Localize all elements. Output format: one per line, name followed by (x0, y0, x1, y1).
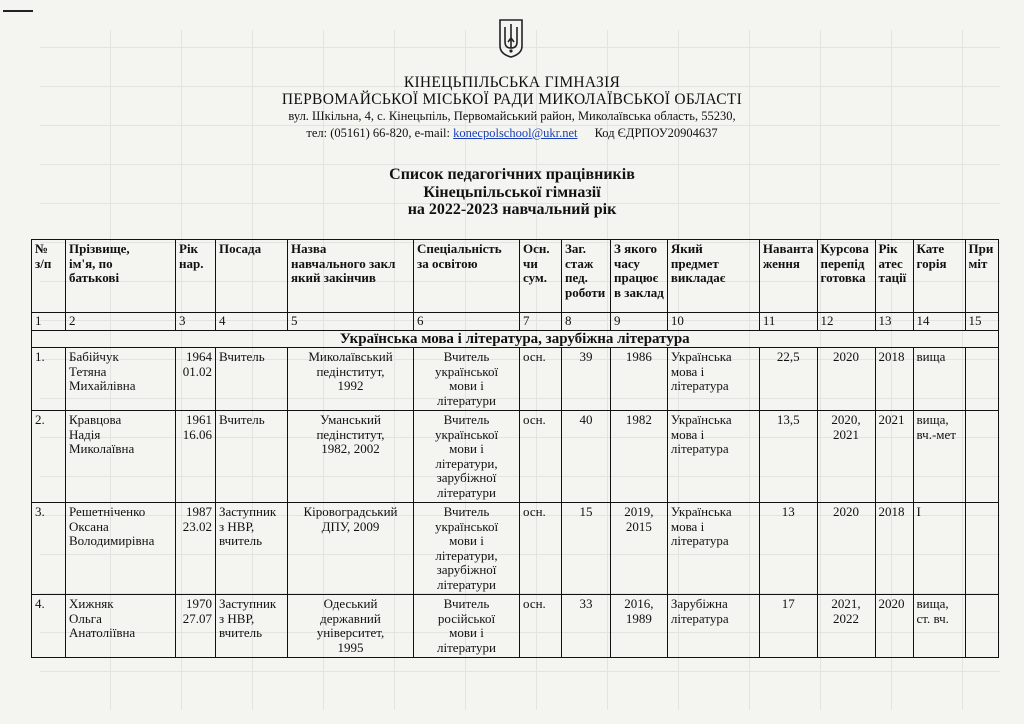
teacher-name-cell (66, 503, 176, 595)
specialty: Вчитель (443, 349, 490, 364)
experience-cell: 33 (562, 595, 611, 658)
teacher-name: Тетяна (69, 363, 107, 379)
teacher-name: Хижняк (69, 596, 114, 611)
category-cell (913, 595, 965, 658)
row-number-cell: 2. (32, 411, 66, 503)
table-row (32, 411, 999, 503)
subject: мова і (670, 426, 705, 442)
specialty: української (434, 363, 499, 379)
since-year: 1982 (625, 412, 652, 427)
row-number-cell: 1. (32, 348, 66, 411)
col-since-header (611, 240, 668, 313)
category-cell (913, 503, 965, 595)
column-number: 15 (965, 313, 998, 331)
teacher-name: Бабійчук (69, 349, 119, 364)
title-line-2: Кінецьпільської гімназії (423, 183, 601, 201)
subject: Українська (670, 412, 732, 427)
specialty: літератури (437, 484, 496, 500)
teacher-name-cell (66, 348, 176, 411)
courses-year: 2020 (833, 504, 860, 519)
birth-date: 1961 (186, 412, 212, 427)
table-header-row (32, 240, 999, 313)
subject-cell (667, 411, 759, 503)
header-text: сум. (523, 270, 548, 285)
employment-type-cell: осн. (520, 503, 562, 595)
courses-year: 2021, (831, 596, 861, 611)
header-text: роботи (565, 284, 606, 300)
position: з НВР, (219, 518, 255, 534)
header-text: з/п (35, 255, 52, 271)
header-text: перепід (820, 255, 865, 271)
institution: 1992 (337, 378, 364, 393)
since-year: 2019, (624, 504, 654, 519)
header-text: атес (878, 255, 903, 271)
teacher-name-cell (66, 595, 176, 658)
position: вчитель (219, 625, 263, 640)
institution: ДПУ, 2009 (321, 518, 380, 534)
teaching-load-cell: 17 (759, 595, 817, 658)
attestation-year-cell: 2021 (875, 411, 913, 503)
header-text: працює (614, 270, 659, 285)
header-text: Заг. (565, 241, 587, 256)
header-text: в заклад (614, 284, 664, 300)
header-text: № (35, 241, 49, 256)
col-number-header (32, 240, 66, 313)
teacher-name: Кравцова (69, 412, 122, 427)
teacher-name: Миколаївна (69, 441, 135, 456)
specialty: російської (437, 610, 496, 626)
column-number: 8 (562, 313, 611, 331)
email-link[interactable]: konecpolschool@ukr.net (453, 126, 578, 140)
header-text: Посада (219, 241, 262, 256)
header-text: готовка (820, 270, 866, 285)
institution-cell (288, 348, 414, 411)
specialty: Вчитель (443, 412, 490, 427)
specialty-cell (414, 503, 520, 595)
header-text: Рік (179, 241, 199, 256)
birth-date: 27.07 (182, 610, 212, 626)
header-text: викладає (670, 270, 726, 285)
position: Заступник (219, 596, 277, 611)
header-text: предмет (670, 255, 719, 271)
column-number: 9 (611, 313, 668, 331)
institution: педінститут, (316, 363, 385, 379)
header-text: При (968, 241, 994, 256)
specialty: мови і (449, 441, 484, 456)
teacher-name: Надія (69, 426, 101, 442)
subject: література (670, 441, 729, 456)
section-title: Українська мова і література, зарубіжна література (32, 330, 999, 348)
note-cell (965, 348, 998, 411)
specialty: мови і (449, 625, 484, 640)
institution: Миколаївський (308, 349, 393, 364)
header-text: Спеціальність (417, 241, 502, 256)
header-text: батькові (69, 270, 120, 285)
position-cell (216, 411, 288, 503)
position: Заступник (219, 504, 277, 519)
column-number: 4 (216, 313, 288, 331)
column-number: 13 (875, 313, 913, 331)
col-attestation-header (875, 240, 913, 313)
header-text: чи (523, 255, 538, 271)
subject-cell (667, 348, 759, 411)
phone-label: тел: (05161) 66-820, e-mail: (306, 126, 450, 140)
specialty-cell (414, 595, 520, 658)
courses-year: 2020, (831, 412, 861, 427)
contacts-line (0, 125, 1024, 142)
institution: Уманський (320, 412, 381, 427)
category: І (916, 504, 921, 519)
header-text: Назва (291, 241, 327, 256)
table-row (32, 348, 999, 411)
institution-cell (288, 595, 414, 658)
column-number: 7 (520, 313, 562, 331)
category-cell (913, 348, 965, 411)
school-name: КІНЕЦЬПІЛЬСЬКА ГІМНАЗІЯ (403, 74, 621, 91)
header-text: Осн. (523, 241, 550, 256)
teacher-name-cell (66, 411, 176, 503)
table-row (32, 595, 999, 658)
column-numbers-row (32, 313, 999, 331)
position: з НВР, (219, 610, 255, 626)
since-year: 2015 (625, 518, 652, 534)
col-institution-header (288, 240, 414, 313)
staff-table (31, 239, 999, 658)
courses-year: 2022 (833, 610, 860, 626)
position: Вчитель (219, 349, 265, 364)
birth-date: 1970 (186, 596, 212, 611)
institution: Кіровоградський (303, 504, 398, 519)
since-year-cell (611, 503, 668, 595)
column-number: 1 (32, 313, 66, 331)
employment-type-cell: осн. (520, 411, 562, 503)
specialty-cell (414, 348, 520, 411)
courses-year-cell (817, 503, 875, 595)
institution: педінститут, (316, 426, 385, 442)
header-text: пед. (565, 270, 588, 285)
teaching-load-cell: 13,5 (759, 411, 817, 503)
title-line-1: Список педагогічних працівників (389, 166, 635, 183)
subject-cell (667, 503, 759, 595)
category: вища, (916, 412, 949, 427)
specialty: української (434, 518, 499, 534)
since-year-cell (611, 411, 668, 503)
subject: мова і (670, 518, 705, 534)
column-number: 11 (759, 313, 817, 331)
birth-date-cell (176, 595, 216, 658)
note-cell (965, 411, 998, 503)
row-number-cell: 4. (32, 595, 66, 658)
birth-date: 1987 (186, 504, 212, 519)
teacher-name: Ольга (69, 610, 102, 626)
header-text: Рік (878, 241, 898, 256)
col-name-header (66, 240, 176, 313)
institution: 1982, 2002 (321, 441, 380, 456)
col-position-header (216, 240, 288, 313)
specialty: Вчитель (443, 504, 490, 519)
teacher-name: Решетніченко (69, 504, 146, 519)
note-cell (965, 595, 998, 658)
col-courses-header (817, 240, 875, 313)
specialty: літератури (437, 576, 496, 592)
col-note-header (965, 240, 998, 313)
subject-cell (667, 595, 759, 658)
col-subject-header (667, 240, 759, 313)
column-number: 10 (667, 313, 759, 331)
teacher-name: Михайлівна (69, 378, 136, 393)
since-year: 2016, (624, 596, 654, 611)
position: Вчитель (219, 412, 265, 427)
specialty: Вчитель (443, 596, 490, 611)
column-number: 5 (288, 313, 414, 331)
birth-date: 1964 (186, 349, 212, 364)
header-text: Курсова (820, 241, 869, 256)
birth-date-cell (176, 503, 216, 595)
column-number: 6 (414, 313, 520, 331)
position-cell (216, 503, 288, 595)
header-text: тації (878, 270, 907, 285)
header-text: З якого (614, 241, 658, 256)
col-load-header (759, 240, 817, 313)
birth-date-cell (176, 411, 216, 503)
category-cell (913, 411, 965, 503)
attestation-year-cell: 2018 (875, 503, 913, 595)
employment-type-cell: осн. (520, 595, 562, 658)
header-text: часу (614, 255, 640, 271)
col-category-header (913, 240, 965, 313)
category: ст. вч. (916, 610, 949, 626)
experience-cell: 15 (562, 503, 611, 595)
institution: державний (320, 610, 381, 626)
subject: мова і (670, 363, 705, 379)
category: вища, (916, 596, 949, 611)
header-text: Прізвище, (69, 241, 130, 256)
school-affiliation: ПЕРВОМАЙСЬКОЇ МІСЬКОЇ РАДИ МИКОЛАЇВСЬКОЇ ОБЛАСТІ (281, 91, 743, 108)
header-text: Наванта (762, 241, 814, 256)
col-type-header (520, 240, 562, 313)
courses-year: 2021 (833, 426, 860, 442)
birth-date-cell (176, 348, 216, 411)
corner-mark (3, 10, 33, 12)
attestation-year-cell: 2020 (875, 595, 913, 658)
institution-cell (288, 503, 414, 595)
specialty: зарубіжної (436, 470, 497, 485)
subject: Українська (670, 349, 732, 364)
col-specialty-header (414, 240, 520, 313)
subject: Зарубіжна (670, 596, 728, 611)
header-text: ження (762, 255, 800, 271)
attestation-year-cell: 2018 (875, 348, 913, 411)
position-cell (216, 348, 288, 411)
specialty: мови і (449, 533, 484, 548)
courses-year-cell (817, 595, 875, 658)
teacher-name: Оксана (69, 518, 109, 534)
courses-year-cell (817, 411, 875, 503)
employment-type-cell: осн. (520, 348, 562, 411)
table-row (32, 503, 999, 595)
since-year-cell (611, 595, 668, 658)
school-header (0, 74, 1024, 142)
teaching-load-cell: 22,5 (759, 348, 817, 411)
experience-cell: 40 (562, 411, 611, 503)
since-year: 1989 (625, 610, 652, 626)
note-cell (965, 503, 998, 595)
teacher-name: Анатоліївна (69, 625, 136, 640)
specialty: літератури, (435, 547, 498, 563)
subject: література (670, 533, 729, 548)
courses-year: 2020 (833, 349, 860, 364)
header-text: Який (670, 241, 703, 256)
header-text: за освітою (417, 255, 478, 271)
birth-date: 23.02 (182, 518, 212, 534)
specialty: літератури (437, 392, 496, 408)
since-year-cell (611, 348, 668, 411)
header-text: стаж (565, 255, 594, 271)
institution-cell (288, 411, 414, 503)
position: вчитель (219, 533, 263, 548)
row-number-cell: 3. (32, 503, 66, 595)
specialty: української (434, 426, 499, 442)
header-text: горія (916, 255, 947, 271)
category: вч.-мет (916, 426, 956, 442)
document-title (0, 166, 1024, 219)
header-text: міт (968, 255, 988, 271)
courses-year-cell (817, 348, 875, 411)
header-text: який закінчив (291, 270, 376, 285)
experience-cell: 39 (562, 348, 611, 411)
birth-date: 01.02 (182, 363, 212, 379)
header-text: Кате (916, 241, 945, 256)
col-experience-header (562, 240, 611, 313)
subject: література (670, 610, 729, 626)
column-number: 14 (913, 313, 965, 331)
header-text: ім'я, по (69, 255, 113, 271)
school-address: вул. Шкільна, 4, с. Кінецьпіль, Первомайський район, Миколаївська область, 55230, (288, 109, 736, 123)
teacher-name: Володимирівна (69, 533, 155, 548)
specialty: зарубіжної (436, 562, 497, 577)
birth-date: 16.06 (182, 426, 212, 442)
trident-emblem-icon (498, 18, 524, 58)
institution: 1995 (337, 639, 364, 655)
title-line-3: на 2022-2023 навчальний рік (407, 201, 617, 218)
column-number: 2 (66, 313, 176, 331)
position-cell (216, 595, 288, 658)
subject: література (670, 378, 729, 393)
specialty-cell (414, 411, 520, 503)
column-number: 3 (176, 313, 216, 331)
since-year: 1986 (625, 349, 652, 364)
teaching-load-cell: 13 (759, 503, 817, 595)
category: вища (916, 349, 946, 364)
subject: Українська (670, 504, 732, 519)
edrpou-code: Код ЄДРПОУ20904637 (594, 126, 718, 140)
institution: університет, (316, 625, 385, 640)
specialty: літератури, (435, 455, 498, 471)
header-text: нар. (179, 255, 204, 271)
specialty: мови і (449, 378, 484, 393)
header-text: навчального закл (291, 255, 396, 271)
specialty: літератури (437, 639, 496, 655)
column-number: 12 (817, 313, 875, 331)
col-birth-header (176, 240, 216, 313)
section-row (32, 330, 999, 348)
institution: Одеський (323, 596, 378, 611)
